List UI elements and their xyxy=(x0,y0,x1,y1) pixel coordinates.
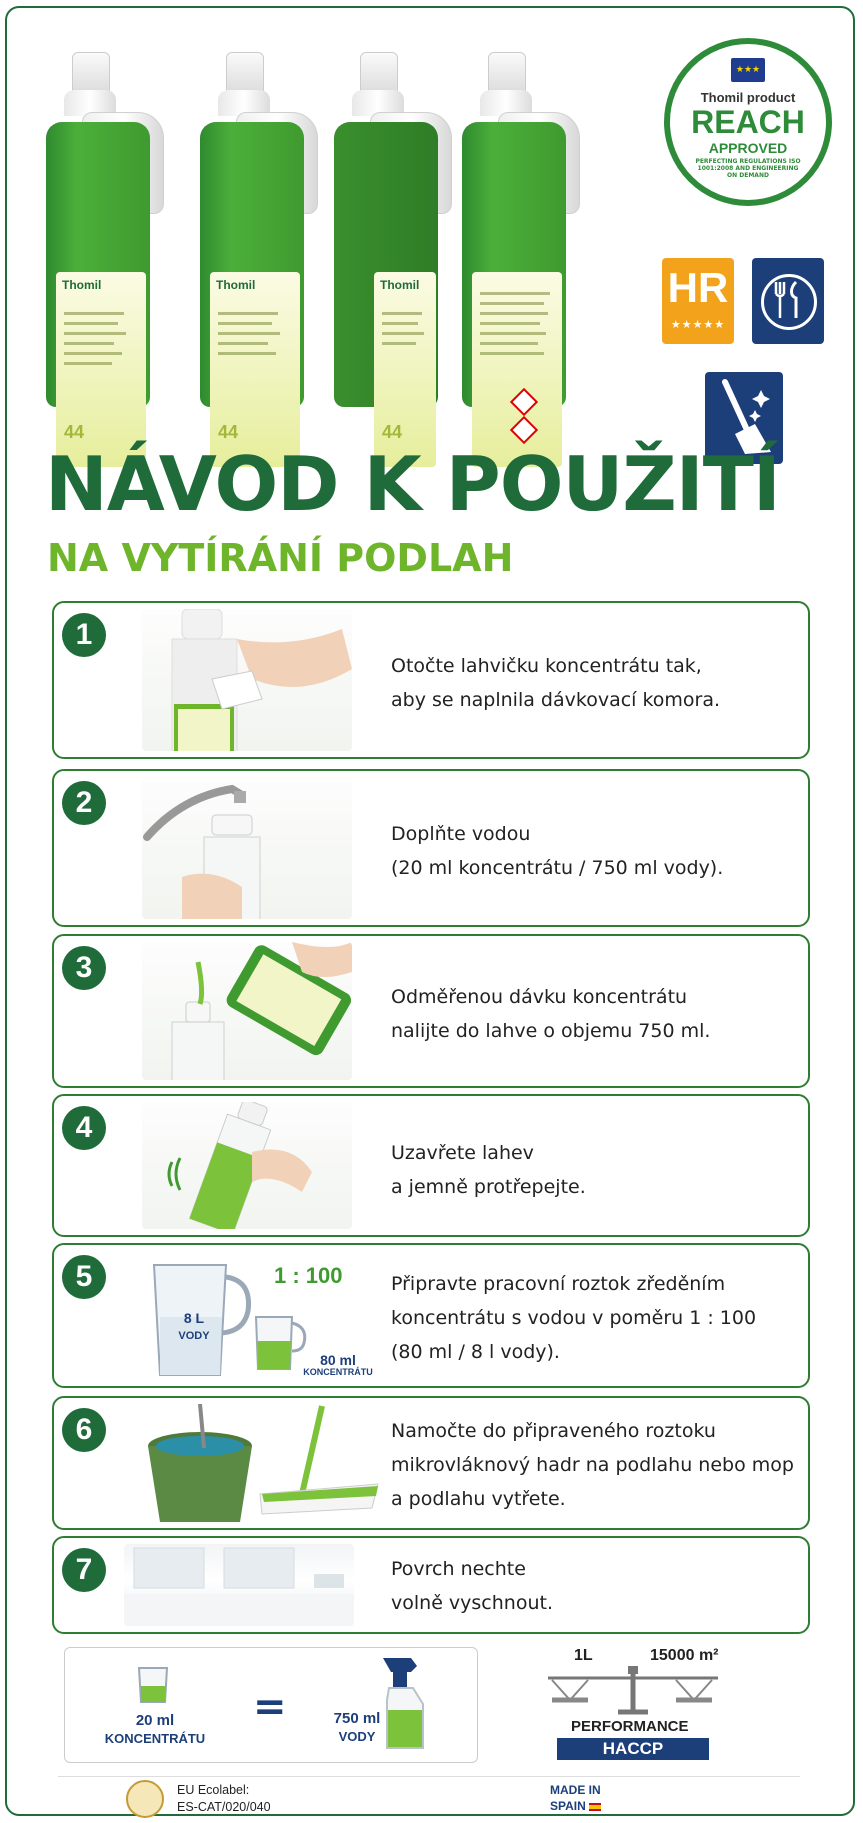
jug-label: VODY xyxy=(178,1330,210,1342)
ecolabel-text xyxy=(177,1782,271,1816)
step-number: 2 xyxy=(62,781,106,825)
product-bottle-back xyxy=(458,52,578,407)
measuring-cup-icon xyxy=(135,1664,175,1704)
info-right-label: VODY xyxy=(338,1729,376,1744)
ratio-label: 1 : 100 xyxy=(274,1263,343,1288)
footer-divider xyxy=(58,1776,800,1777)
step-2-line-2: (20 ml koncentrátu / 750 ml vody). xyxy=(391,857,724,879)
product-bottle-angle xyxy=(196,52,316,442)
reach-small-text: PERFECTING REGULATIONS ISO 1001:2008 AND ENGINEERING ON DEMAND xyxy=(695,158,801,179)
reach-line2: REACH xyxy=(691,104,805,140)
step-6-line-1: Namočte do připraveného roztoku xyxy=(391,1420,716,1442)
dilution-info-box xyxy=(64,1647,478,1763)
step-7-line-2: volně vyschnout. xyxy=(391,1592,553,1614)
balance-scale-icon xyxy=(548,1666,718,1716)
hr-stars: ★★★★★ xyxy=(670,318,726,331)
step-2-line-1: Doplňte vodou xyxy=(391,823,531,845)
step-5-line-2: koncentrátu s vodou v poměru 1 : 100 xyxy=(391,1307,757,1329)
reach-approved-badge xyxy=(664,38,832,206)
ecolabel-line-1: EU Ecolabel: xyxy=(177,1783,250,1797)
step-1-card xyxy=(52,601,810,759)
step-6-card xyxy=(52,1396,810,1530)
hr-label: HR xyxy=(667,264,729,311)
step-3-card xyxy=(52,934,810,1088)
step-4-image xyxy=(142,1102,352,1229)
step-4-card xyxy=(52,1094,810,1237)
bottle-number: 44 xyxy=(218,422,239,442)
ecolabel-icon xyxy=(126,1780,164,1818)
step-3-image xyxy=(142,942,352,1080)
equals-sign: = xyxy=(253,1684,287,1730)
step-1-line-2: aby se naplnila dávkovací komora. xyxy=(391,689,721,711)
step-5-card xyxy=(52,1243,810,1388)
performance-label: PERFORMANCE xyxy=(571,1718,689,1735)
step-5-image xyxy=(142,1251,392,1380)
product-bottle-side xyxy=(330,52,450,442)
step-7-card xyxy=(52,1536,810,1634)
page-subtitle: NA VYTÍRÁNÍ PODLAH xyxy=(47,536,514,580)
bottle-brand: Thomil xyxy=(216,278,256,292)
performance-volume: 1L xyxy=(574,1647,593,1664)
spain-flag-icon xyxy=(589,1803,601,1811)
step-2-image xyxy=(142,777,352,919)
bottle-brand: Thomil xyxy=(62,278,102,292)
step-4-line-1: Uzavřete lahev xyxy=(391,1142,534,1164)
made-line-1: MADE IN xyxy=(550,1783,601,1797)
haccp-badge: HACCP xyxy=(557,1738,709,1760)
food-safe-icon xyxy=(752,258,824,344)
measuring-cup-icon xyxy=(252,1313,312,1373)
performance-area: 15000 m² xyxy=(650,1647,719,1664)
step-number: 6 xyxy=(62,1408,106,1452)
bottle-number: 44 xyxy=(64,422,85,442)
hr-badge xyxy=(662,258,734,344)
info-right-amount: 750 ml xyxy=(333,1710,381,1727)
reach-line1: Thomil product xyxy=(700,90,796,105)
step-4-line-2: a jemně protřepejte. xyxy=(391,1176,586,1198)
made-in-spain xyxy=(550,1782,601,1814)
info-left-label: KONCENTRÁTU xyxy=(104,1731,206,1746)
reach-line3: APPROVED xyxy=(708,140,788,156)
step-number: 4 xyxy=(62,1106,106,1150)
step-7-line-1: Povrch nechte xyxy=(391,1558,526,1580)
bottle-number: 44 xyxy=(382,422,403,442)
step-number: 3 xyxy=(62,946,106,990)
made-line-2 xyxy=(550,1798,601,1814)
step-3-line-1: Odměřenou dávku koncentrátu xyxy=(391,986,688,1008)
step-7-image xyxy=(124,1544,354,1626)
step-6-image xyxy=(142,1404,382,1522)
step-number: 5 xyxy=(62,1255,106,1299)
step-6-line-2: mikrovláknový hadr na podlahu nebo mop xyxy=(391,1454,794,1476)
step-number: 7 xyxy=(62,1548,106,1592)
eu-flag-icon: ★★★ xyxy=(731,58,765,82)
step-2-card xyxy=(52,769,810,927)
jug-amount: 8 L xyxy=(183,1310,205,1326)
step-number: 1 xyxy=(62,613,106,657)
product-bottle-front xyxy=(42,52,162,442)
step-1-line-1: Otočte lahvičku koncentrátu tak, xyxy=(391,655,702,677)
step-1-image xyxy=(142,609,352,751)
step-5-line-1: Připravte pracovní roztok zředěním xyxy=(391,1273,726,1295)
ecolabel-line-2: ES-CAT/020/040 xyxy=(177,1800,271,1814)
cup-label: KONCENTRÁTU xyxy=(303,1367,373,1377)
step-3-line-2: nalijte do lahve o objemu 750 ml. xyxy=(391,1020,711,1042)
made-country: SPAIN xyxy=(550,1799,586,1813)
info-left-amount: 20 ml xyxy=(135,1712,175,1729)
cup-amount: 80 ml xyxy=(320,1352,356,1368)
page-title: NÁVOD K POUŽITÍ xyxy=(45,440,780,528)
step-6-line-3: a podlahu vytřete. xyxy=(391,1488,566,1510)
step-5-line-3: (80 ml / 8 l vody). xyxy=(391,1341,560,1363)
bottle-brand: Thomil xyxy=(380,278,420,292)
